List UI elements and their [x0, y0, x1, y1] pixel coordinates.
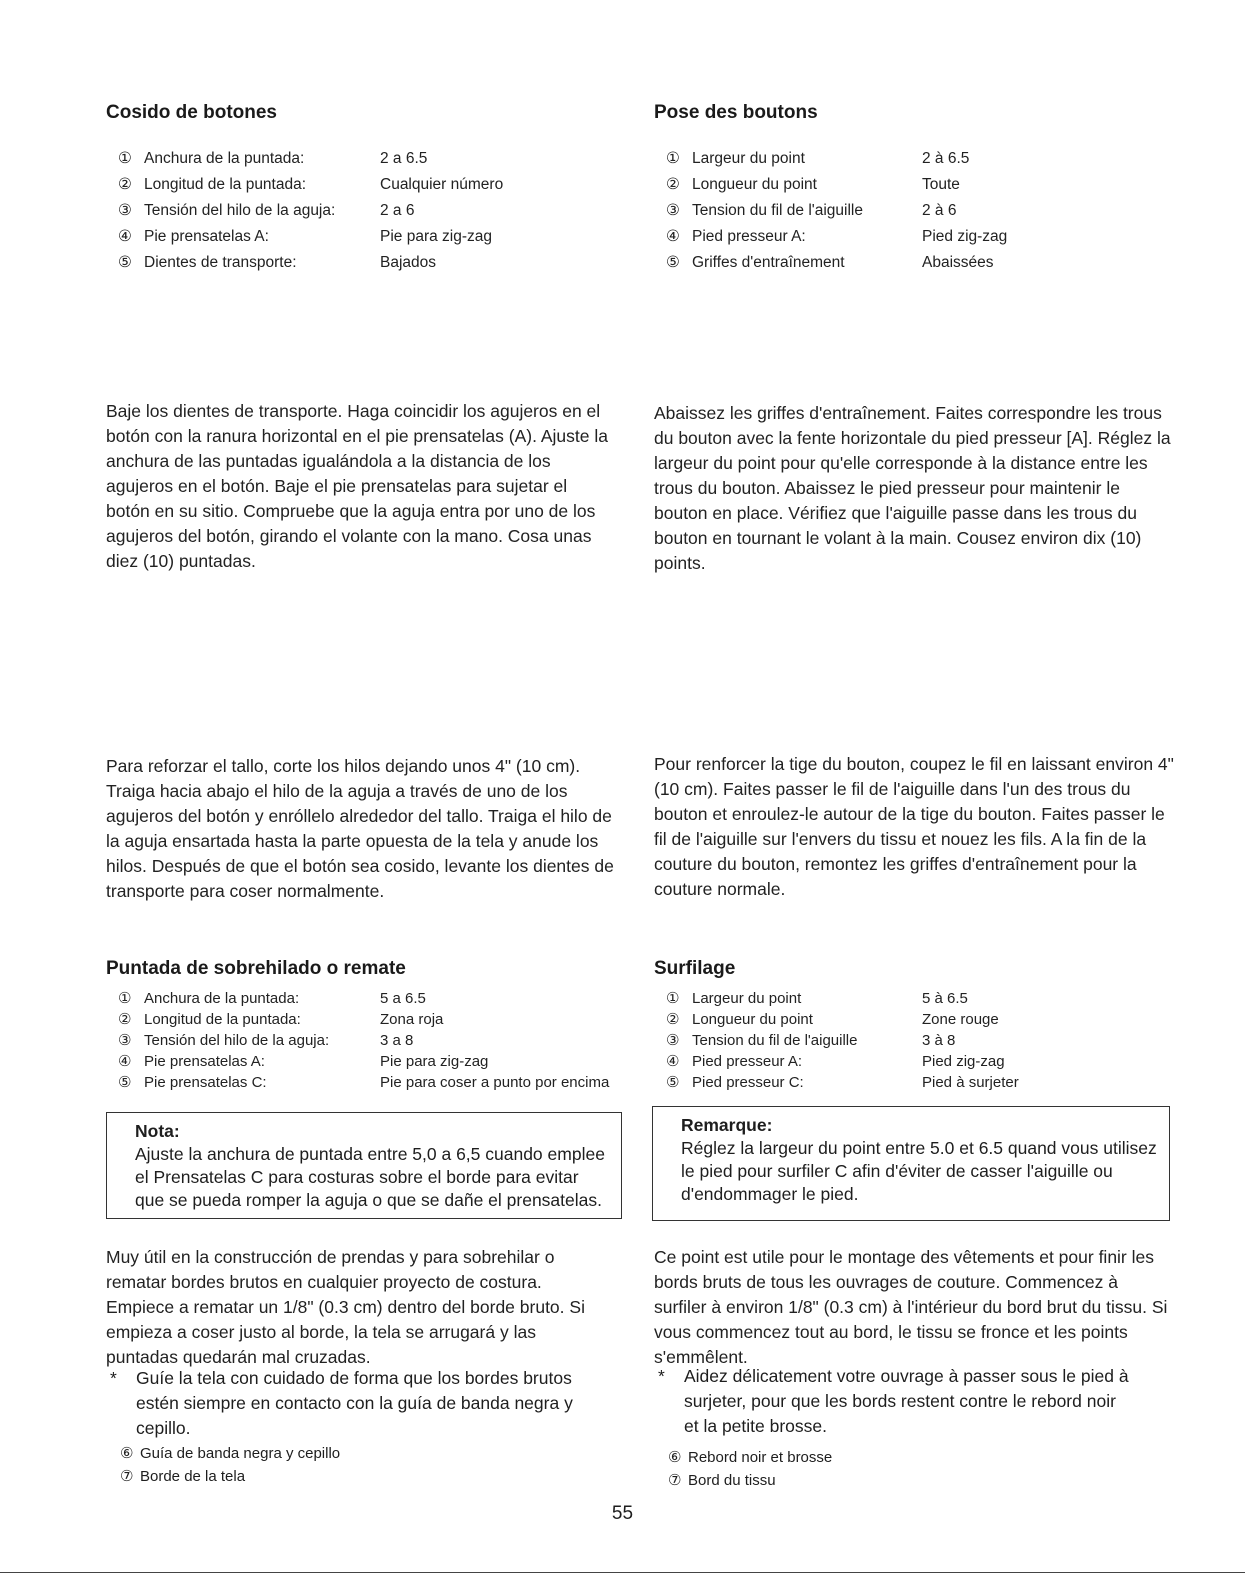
setting-label: Tensión del hilo de la aguja:	[144, 1032, 330, 1049]
setting-label: Tension du fil de l'aiguille	[692, 202, 863, 219]
part-number: ⑦	[120, 1468, 134, 1485]
setting-row	[654, 146, 1169, 172]
setting-number: ②	[118, 176, 132, 193]
setting-number: ①	[666, 990, 680, 1007]
setting-label: Largeur du point	[692, 150, 805, 167]
es-bullet-text: Guíe la tela con cuidado de forma que los bordes brutos estén siempre en contacto con la guía de banda negra y cepillo.	[136, 1368, 573, 1438]
setting-label: Anchura de la puntada:	[144, 990, 300, 1007]
setting-label: Pie prensatelas C:	[144, 1074, 267, 1091]
es-buttons-paragraph-1: Baje los dientes de transporte. Haga coincidir los agujeros en el botón con la ranura horizontal en el pie prensatelas (A). Ajuste la anchura de las puntadas igualándola a la distancia de los agujeros en el botón. Baje el pie prensatelas para sujetar el botón en su sitio. Compruebe que la aguja entra por uno de los agujeros del botón, girando el volante con la mano. Cosa unas diez (10) puntadas.	[106, 401, 608, 571]
setting-label: Pied presseur C:	[692, 1074, 804, 1091]
es-overcast-parts	[106, 1442, 616, 1488]
es-note-box	[106, 1112, 622, 1219]
fr-note-box	[652, 1106, 1170, 1221]
fr-buttons-paragraph-1: Abaissez les griffes d'entraînement. Faites correspondre les trous du bouton avec la fente horizontale du pied presseur [A]. Réglez la largeur du point pour qu'elle corresponde à la distance entre les trous du bouton. Abaissez le pied presseur pour maintenir le bouton en place. Vérifiez que l'aiguille passe dans les trous du bouton en tournant le volant à la main. Cousez environ dix (10) points.	[654, 403, 1171, 573]
part-number: ⑦	[668, 1472, 682, 1489]
setting-row	[654, 198, 1169, 224]
setting-number: ⑤	[118, 1074, 132, 1091]
setting-value: Zona roja	[380, 1011, 444, 1028]
bullet-asterisk-icon: *	[658, 1366, 665, 1386]
setting-value: 2 a 6	[380, 202, 415, 219]
fr-overcast-settings	[654, 988, 1169, 1093]
setting-row	[654, 1009, 1169, 1030]
setting-value: 5 a 6.5	[380, 990, 426, 1007]
setting-number: ③	[118, 1032, 132, 1049]
setting-number: ③	[666, 1032, 680, 1049]
setting-number: ①	[666, 150, 680, 167]
setting-label: Longueur du point	[692, 176, 817, 193]
setting-row	[106, 1072, 616, 1093]
es-note-text: Ajuste la anchura de puntada entre 5,0 a 6,5 cuando emplee el Prensatelas C para costuras sobre el borde para evitar que se pueda romper la aguja o que se dañe el prensatelas.	[135, 1144, 605, 1210]
setting-value: Abaissées	[922, 254, 994, 271]
setting-value: Pie para zig-zag	[380, 1053, 489, 1070]
setting-value: Pie para zig-zag	[380, 228, 493, 245]
setting-row	[654, 988, 1169, 1009]
setting-label: Longitud de la puntada:	[144, 176, 307, 193]
es-note-title: Nota:	[135, 1121, 180, 1141]
setting-value: Pied à surjeter	[922, 1074, 1019, 1091]
fr-bullet-text: Aidez délicatement votre ouvrage à passer sous le pied à surjeter, pour que les bords restent contre le rebord noir et la petite brosse.	[684, 1366, 1129, 1436]
setting-row	[106, 146, 616, 172]
setting-row	[654, 1030, 1169, 1051]
setting-label: Tensión del hilo de la aguja:	[144, 202, 336, 219]
setting-row	[654, 172, 1169, 198]
setting-label: Pied presseur A:	[692, 1053, 803, 1070]
fr-buttons-settings	[654, 146, 1169, 276]
setting-label: Largeur du point	[692, 990, 802, 1007]
setting-row	[106, 988, 616, 1009]
setting-row	[106, 1051, 616, 1072]
setting-number: ④	[118, 228, 132, 245]
part-item	[106, 1442, 616, 1465]
es-overcast-title: Puntada de sobrehilado o remate	[106, 958, 406, 979]
es-buttons-title: Cosido de botones	[106, 102, 277, 123]
part-item	[106, 1465, 616, 1488]
setting-row	[106, 250, 616, 276]
setting-label: Longitud de la puntada:	[144, 1011, 301, 1028]
setting-number: ④	[118, 1053, 132, 1070]
setting-value: 3 à 8	[922, 1032, 956, 1049]
setting-label: Anchura de la puntada:	[144, 150, 305, 167]
setting-row	[654, 250, 1169, 276]
setting-value: Zone rouge	[922, 1011, 999, 1028]
setting-value: Pie para coser a punto por encima	[380, 1074, 610, 1091]
setting-value: Toute	[922, 176, 960, 193]
setting-row	[106, 198, 616, 224]
setting-number: ①	[118, 990, 132, 1007]
setting-number: ③	[666, 202, 680, 219]
setting-value: 2 à 6	[922, 202, 957, 219]
setting-number: ②	[666, 1011, 680, 1028]
setting-label: Tension du fil de l'aiguille	[692, 1032, 858, 1049]
setting-number: ②	[666, 176, 680, 193]
setting-label: Griffes d'entraînement	[692, 254, 845, 271]
setting-label: Dientes de transporte:	[144, 254, 297, 271]
fr-buttons-title: Pose des boutons	[654, 102, 818, 123]
part-label: Guía de banda negra y cepillo	[140, 1445, 341, 1462]
es-overcast-bullet	[106, 1366, 576, 1441]
part-label: Borde de la tela	[140, 1468, 246, 1485]
part-label: Bord du tissu	[688, 1472, 776, 1489]
es-overcast-paragraph: Muy útil en la construcción de prendas y para sobrehilar o rematar bordes brutos en cualquier proyecto de costura. Empiece a rematar un 1/8" (0.3 cm) dentro del borde bruto. Si empieza a coser justo al borde, la tela se arrugará y las puntadas quedarán mal cruzadas.	[106, 1247, 585, 1367]
setting-value: 5 à 6.5	[922, 990, 968, 1007]
setting-label: Pie prensatelas A:	[144, 228, 269, 245]
setting-number: ⑤	[666, 254, 680, 271]
setting-row	[106, 1009, 616, 1030]
fr-overcast-paragraph: Ce point est utile pour le montage des vêtements et pour finir les bords bruts de tous les ouvrages de couture. Commencez à surfiler à environ 1/8" (0.3 cm) à l'intérieur du bord brut du tissu. Si vous commencez tout au bord, le tissu se fronce et les points s'emmêlent.	[654, 1247, 1168, 1367]
setting-number: ②	[118, 1011, 132, 1028]
setting-label: Longueur du point	[692, 1011, 813, 1028]
setting-value: Bajados	[380, 254, 437, 271]
setting-number: ①	[118, 150, 132, 167]
fr-overcast-bullet	[654, 1364, 1134, 1439]
setting-number: ⑤	[666, 1074, 680, 1091]
part-label: Rebord noir et brosse	[688, 1449, 833, 1466]
setting-row	[106, 224, 616, 250]
setting-value: Pied zig-zag	[922, 1053, 1005, 1070]
setting-value: 3 a 8	[380, 1032, 414, 1049]
es-buttons-paragraph-2: Para reforzar el tallo, corte los hilos dejando unos 4" (10 cm). Traiga hacia abajo el hilo de la aguja a través de uno de los agujeros del botón y enróllelo alrededor del tallo. Traiga el hilo de la aguja ensartada hasta la parte opuesta de la tela y anude los hilos. Después de que el botón sea cosido, levante los dientes de transporte para coser normalmente.	[106, 756, 614, 901]
part-item	[654, 1446, 1169, 1469]
part-number: ⑥	[668, 1449, 682, 1466]
setting-value: Pied zig-zag	[922, 228, 1008, 245]
setting-label: Pie prensatelas A:	[144, 1053, 265, 1070]
fr-note-text: Réglez la largeur du point entre 5.0 et 6.5 quand vous utilisez le pied pour surfiler C afin d'éviter de casser l'aiguille ou d'endommager le pied.	[681, 1138, 1157, 1204]
setting-value: 2 à 6.5	[922, 150, 970, 167]
es-buttons-settings	[106, 146, 616, 276]
setting-row	[106, 172, 616, 198]
page-number: 55	[611, 1503, 634, 1524]
setting-row	[106, 1030, 616, 1051]
setting-value: 2 a 6.5	[380, 150, 428, 167]
part-number: ⑥	[120, 1445, 134, 1462]
part-item	[654, 1469, 1169, 1492]
fr-note-title: Remarque:	[681, 1115, 773, 1135]
bullet-asterisk-icon: *	[110, 1368, 117, 1388]
es-overcast-settings	[106, 988, 616, 1093]
setting-row	[654, 1072, 1169, 1093]
setting-row	[654, 224, 1169, 250]
setting-row	[654, 1051, 1169, 1072]
setting-label: Pied presseur A:	[692, 228, 806, 245]
fr-overcast-parts	[654, 1446, 1169, 1492]
setting-number: ⑤	[118, 254, 132, 271]
bottom-rule	[0, 1572, 1245, 1573]
setting-value: Cualquier número	[380, 176, 504, 193]
setting-number: ③	[118, 202, 132, 219]
setting-number: ④	[666, 1053, 680, 1070]
fr-overcast-title: Surfilage	[654, 958, 736, 979]
fr-buttons-paragraph-2: Pour renforcer la tige du bouton, coupez le fil en laissant environ 4" (10 cm). Faites passer le fil de l'aiguille dans l'un des trous du bouton et enroulez-le autour de la tige du bouton. Faites passer le fil de l'aiguille sur l'envers du tissu et nouez les fils. A la fin de la couture du bouton, remontez les griffes d'entraînement pour la couture normale.	[654, 754, 1174, 899]
setting-number: ④	[666, 228, 680, 245]
